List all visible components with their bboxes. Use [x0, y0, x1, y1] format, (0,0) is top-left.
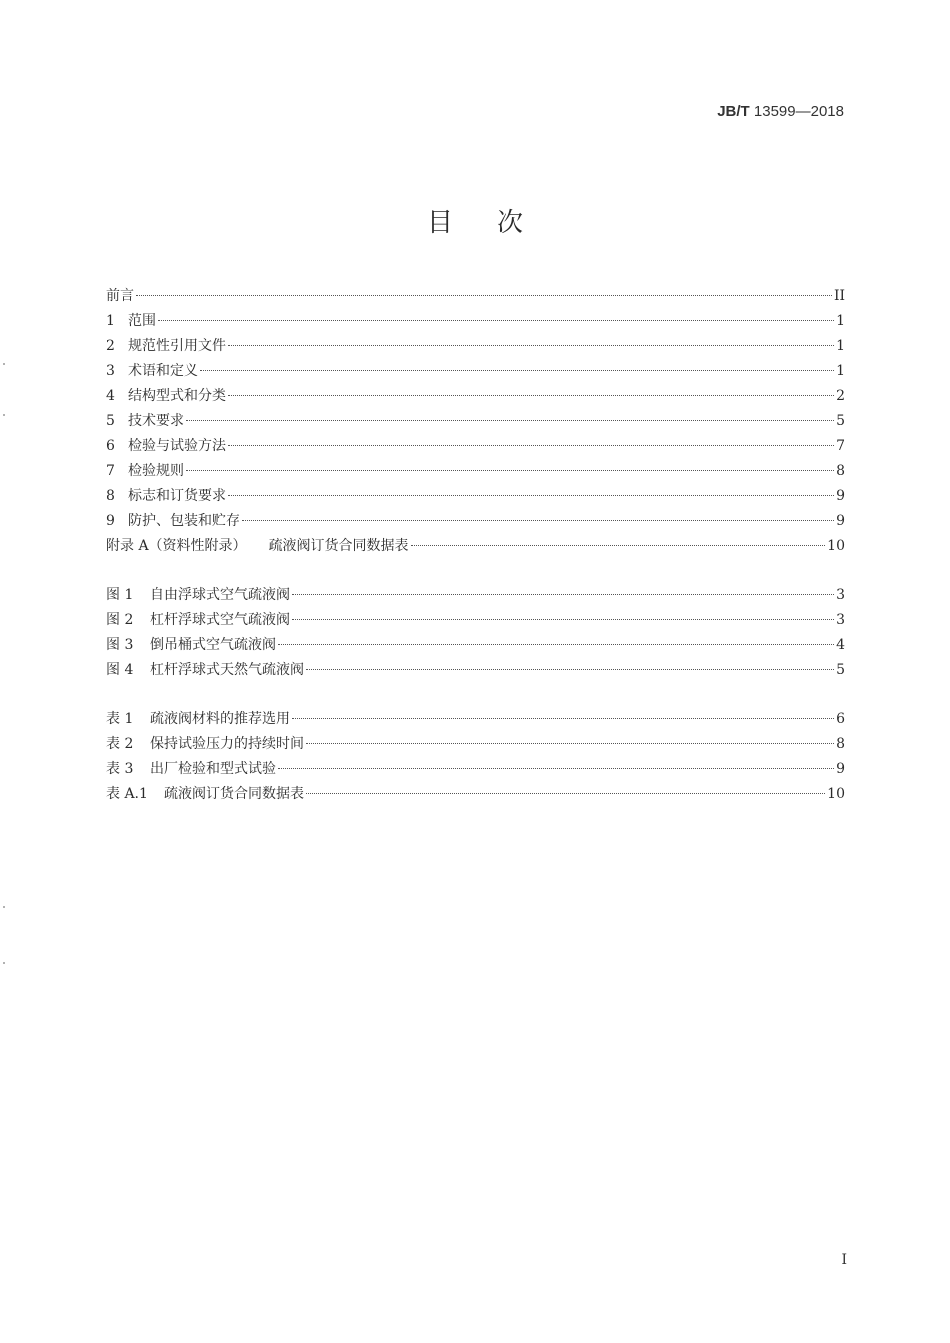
- toc-figure-4[interactable]: [106, 658, 845, 683]
- toc-entry-number: 7: [106, 463, 115, 479]
- toc-entry-title: 出厂检验和型式试验: [150, 761, 276, 777]
- toc-section-list: [106, 284, 845, 559]
- toc-entry-number: 3: [106, 363, 115, 379]
- toc-entry-number: 图 4: [106, 662, 134, 678]
- standard-code: [717, 103, 844, 120]
- page-title: 目次: [426, 208, 567, 238]
- toc-entry-number: 5: [106, 413, 115, 429]
- toc-table-1[interactable]: [106, 707, 845, 732]
- toc-entry-title: 疏液阀订货合同数据表: [268, 538, 409, 554]
- toc-entry-title: 自由浮球式空气疏液阀: [150, 587, 290, 603]
- toc-entry-title: 检验规则: [128, 463, 184, 479]
- toc-entry-test-methods[interactable]: [106, 434, 845, 459]
- toc-table-list: [106, 707, 845, 807]
- dot-leader: [136, 295, 832, 296]
- scan-mark: [3, 363, 5, 365]
- toc-entry-page: 9: [836, 761, 845, 777]
- toc-entry-title: 倒吊桶式空气疏液阀: [150, 637, 276, 653]
- dot-leader: [186, 470, 834, 471]
- toc-entry-normative-references[interactable]: [106, 334, 845, 359]
- toc-entry-title: 疏液阀材料的推荐选用: [150, 711, 290, 727]
- toc-entry-page: 7: [836, 438, 845, 454]
- dot-leader: [228, 345, 834, 346]
- toc-figure-3[interactable]: [106, 633, 845, 658]
- toc-entry-page: 10: [827, 538, 845, 554]
- dot-leader: [158, 320, 834, 321]
- toc-entry-technical-requirements[interactable]: [106, 409, 845, 434]
- toc-entry-number: 表 A.1: [106, 786, 148, 802]
- toc-entry-number: 4: [106, 388, 115, 404]
- toc-entry-page: 1: [836, 338, 845, 354]
- toc-entry-page: 10: [827, 786, 845, 802]
- toc-entry-number: 表 2: [106, 736, 134, 752]
- toc-entry-page: 3: [836, 612, 845, 628]
- toc-entry-title: 结构型式和分类: [128, 388, 226, 404]
- standard-prefix: JB/T: [717, 103, 750, 120]
- toc-entry-page: 5: [836, 413, 845, 429]
- toc-entry-scope[interactable]: [106, 309, 845, 334]
- dot-leader: [292, 619, 834, 620]
- scan-mark: [3, 962, 5, 964]
- scan-mark: [3, 414, 5, 416]
- toc-entry-page: 1: [836, 363, 845, 379]
- toc-entry-title: 防护、包装和贮存: [128, 513, 240, 529]
- toc-entry-number: 6: [106, 438, 115, 454]
- toc-entry-terms-definitions[interactable]: [106, 359, 845, 384]
- toc-entry-number: 1: [106, 313, 115, 329]
- toc-entry-marking-ordering[interactable]: [106, 484, 845, 509]
- dot-leader: [228, 395, 834, 396]
- dot-leader: [411, 545, 826, 546]
- toc-entry-page: 2: [836, 388, 845, 404]
- toc-entry-page: 6: [836, 711, 845, 727]
- toc-entry-annex-a[interactable]: [106, 534, 845, 559]
- toc-entry-number: 表 1: [106, 711, 134, 727]
- toc-entry-number: 9: [106, 513, 115, 529]
- dot-leader: [242, 520, 834, 521]
- toc-entry-page: 3: [836, 587, 845, 603]
- toc-figure-2[interactable]: [106, 608, 845, 633]
- toc-entry-structure-classification[interactable]: [106, 384, 845, 409]
- toc-entry-number: 附录 A（资料性附录）: [106, 538, 247, 554]
- toc-entry-page: II: [833, 288, 845, 304]
- dot-leader: [200, 370, 834, 371]
- dot-leader: [186, 420, 834, 421]
- dot-leader: [306, 793, 825, 794]
- toc-entry-page: 9: [836, 488, 845, 504]
- dot-leader: [292, 718, 834, 719]
- toc-entry-inspection-rules[interactable]: [106, 459, 845, 484]
- toc-entry-protection-packaging[interactable]: [106, 509, 845, 534]
- toc-entry-title: 疏液阀订货合同数据表: [164, 786, 304, 802]
- toc-entry-title: 范围: [128, 313, 156, 329]
- toc-entry-title: 前言: [106, 288, 134, 304]
- toc-entry-foreword[interactable]: [106, 284, 845, 309]
- toc-entry-title: 检验与试验方法: [128, 438, 226, 454]
- toc-table-3[interactable]: [106, 757, 845, 782]
- dot-leader: [278, 768, 834, 769]
- toc-entry-title: 杠杆浮球式空气疏液阀: [150, 612, 290, 628]
- dot-leader: [278, 644, 834, 645]
- standard-number: 13599—2018: [753, 103, 844, 120]
- toc-figure-1[interactable]: [106, 583, 845, 608]
- page-number: I: [841, 1252, 847, 1268]
- toc-entry-number: 图 1: [106, 587, 134, 603]
- toc-figure-list: [106, 583, 845, 683]
- dot-leader: [228, 445, 834, 446]
- toc-entry-title: 杠杆浮球式天然气疏液阀: [150, 662, 304, 678]
- toc-entry-page: 1: [836, 313, 845, 329]
- toc-entry-page: 9: [836, 513, 845, 529]
- toc-entry-title: 技术要求: [128, 413, 184, 429]
- toc-table-2[interactable]: [106, 732, 845, 757]
- toc-entry-page: 4: [836, 637, 845, 653]
- dot-leader: [306, 669, 834, 670]
- dot-leader: [228, 495, 834, 496]
- toc-entry-number: 2: [106, 338, 115, 354]
- toc-entry-title: 标志和订货要求: [128, 488, 226, 504]
- toc-entry-number: 8: [106, 488, 115, 504]
- scan-mark: [3, 906, 5, 908]
- toc-entry-number: 表 3: [106, 761, 134, 777]
- toc-entry-title: 保持试验压力的持续时间: [150, 736, 304, 752]
- dot-leader: [292, 594, 834, 595]
- toc-entry-number: 图 2: [106, 612, 134, 628]
- dot-leader: [306, 743, 834, 744]
- toc-entry-title: 术语和定义: [128, 363, 198, 379]
- toc-entry-page: 8: [836, 736, 845, 752]
- toc-entry-title: 规范性引用文件: [128, 338, 226, 354]
- toc-table-a1[interactable]: [106, 782, 845, 807]
- toc-entry-number: 图 3: [106, 637, 134, 653]
- toc-entry-page: 5: [836, 662, 845, 678]
- toc-entry-page: 8: [836, 463, 845, 479]
